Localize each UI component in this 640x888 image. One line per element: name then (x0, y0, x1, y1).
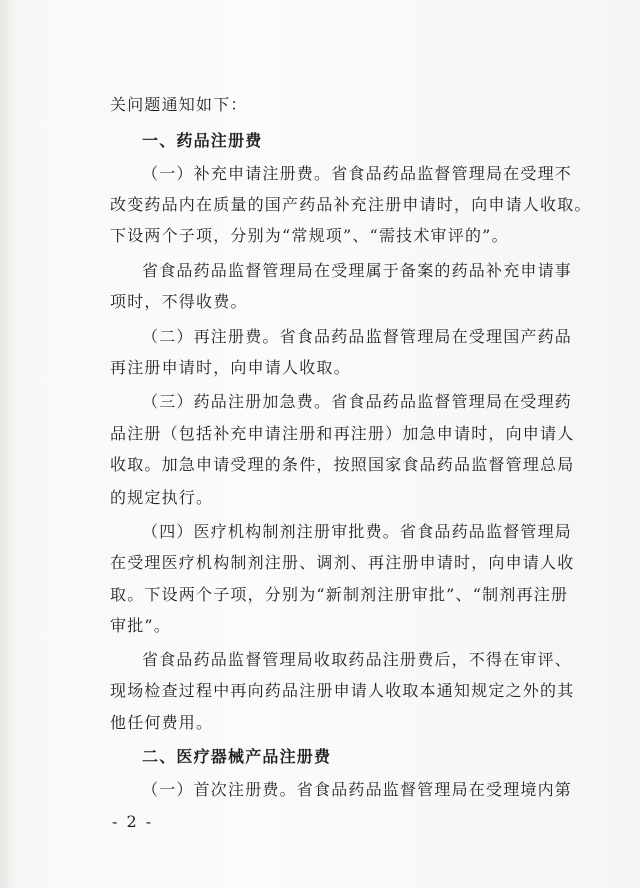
section-heading: 二、医疗器械产品注册费 (142, 747, 332, 766)
body-text-line: （二）再注册费。省食品药品监督管理局在受理国产药品 (142, 327, 573, 346)
body-text-line: 项时，不得收费。 (110, 292, 248, 311)
body-text-line: 改变药品内在质量的国产药品补充注册申请时，向申请人收取。 (110, 195, 592, 214)
body-text-line: 取。下设两个子项，分别为“新制剂注册审批”、“制剂再注册 (110, 585, 569, 604)
body-text-line: 他任何费用。 (110, 713, 214, 732)
body-text-line: （一）补充申请注册费。省食品药品监督管理局在受理不 (142, 164, 573, 183)
body-text-line: 在受理医疗机构制剂注册、调剂、再注册申请时，向申请人收 (110, 553, 575, 572)
body-text-line: 再注册申请时，向申请人收取。 (110, 358, 351, 377)
section-heading: 一、药品注册费 (142, 131, 263, 150)
body-text-line: 的规定执行。 (110, 488, 214, 507)
body-text-line: 省食品药品监督管理局收取药品注册费后，不得在审评、 (142, 650, 573, 669)
page-number: - 2 - (112, 812, 154, 831)
body-text-line: （四）医疗机构制剂注册审批费。省食品药品监督管理局 (142, 522, 573, 541)
body-text-line: 品注册（包括补充申请注册和再注册）加急申请时，向申请人 (110, 424, 575, 443)
body-text-line: 下设两个子项，分别为“常规项”、“需技术审评的”。 (110, 226, 509, 245)
body-text-line: 现场检查过程中再向药品注册申请人收取本通知规定之外的其 (110, 681, 575, 700)
page-edge-shadow (0, 0, 18, 888)
body-text-line: 省食品药品监督管理局在受理属于备案的药品补充申请事 (142, 261, 573, 280)
body-text-line: 审批”。 (110, 616, 171, 635)
body-text-line: （三）药品注册加急费。省食品药品监督管理局在受理药 (142, 392, 573, 411)
body-text-line: （一）首次注册费。省食品药品监督管理局在受理境内第 (142, 780, 573, 799)
body-text-line: 收取。加急申请受理的条件，按照国家食品药品监督管理总局 (110, 455, 575, 474)
body-text-line: 关问题通知如下： (110, 95, 248, 114)
